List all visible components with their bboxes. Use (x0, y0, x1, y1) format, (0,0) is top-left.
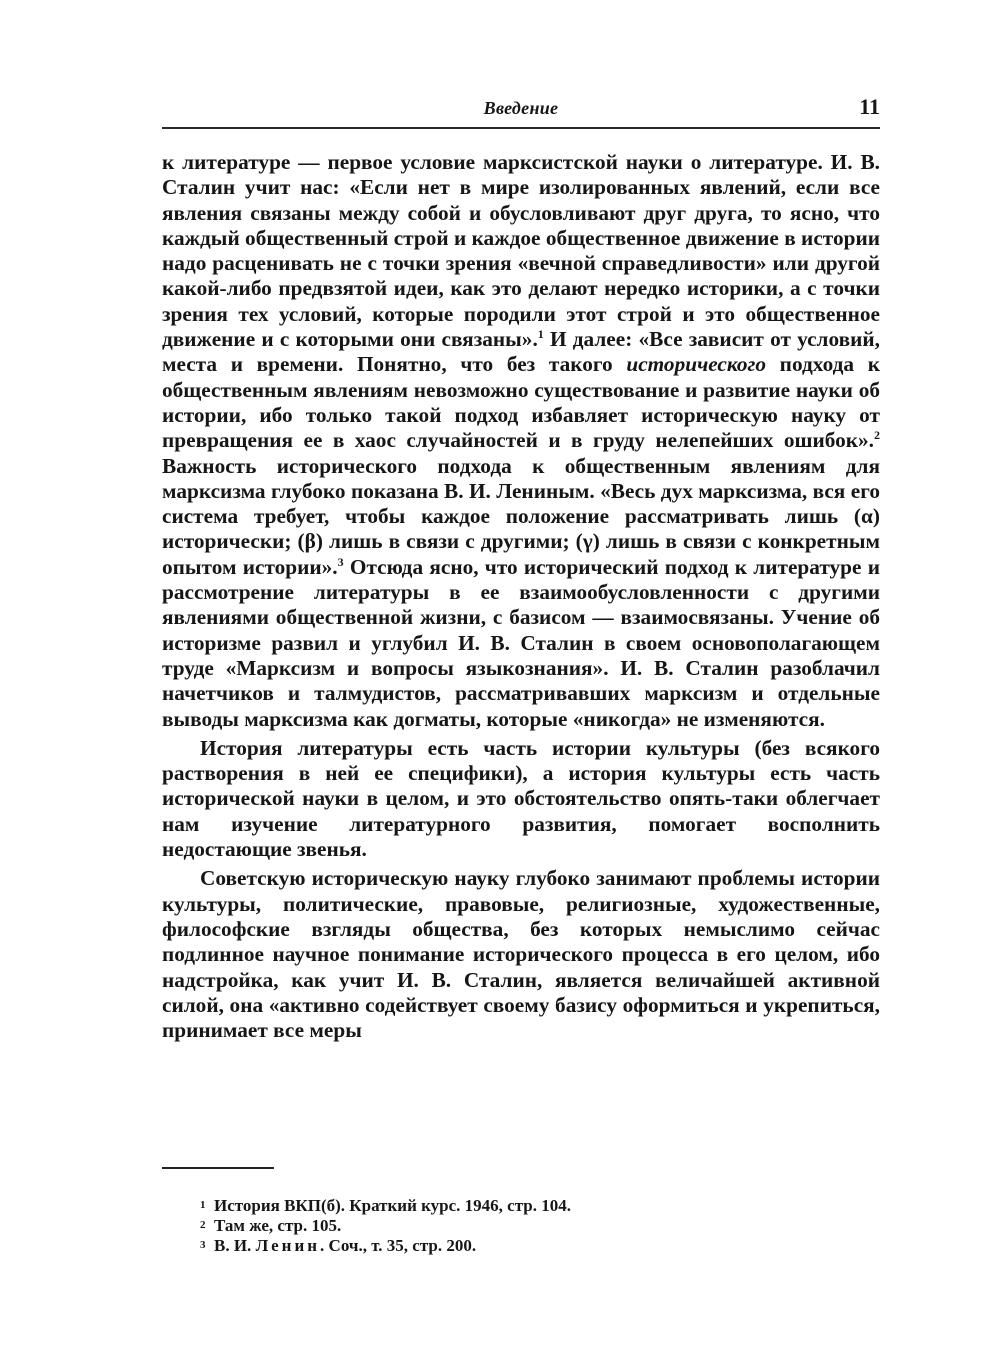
header-rule (162, 127, 880, 129)
footnote-text: Там же, стр. 105. (214, 1216, 342, 1235)
main-text (162, 150, 880, 1043)
emphasis: исторического (626, 352, 767, 377)
text-run: к литературе — первое условие марксистской науки о литературе. И. В. Сталин учит нас: «Если нет в мире изолированных явлений, если все явления связаны между собой и обусловливают друг друга, то ясно, что каждый общественный строй и каждое общественное движение в истории надо расценивать не с точки зрения «вечной справедливости» или другой какой-либо предвзятой идеи, как это делают нередко историки, а с точки зрения тех условий, которые породили этот строй и это общественное движение и с которыми они связаны». (162, 150, 880, 352)
page-number: 11 (859, 94, 880, 119)
running-title: Введение (483, 98, 559, 118)
footnote-ref: 1 (537, 326, 544, 341)
footnote (200, 1196, 800, 1216)
text-run: Отсюда ясно, что исторический подход к литературе и рассмотрение литературы в ее взаимообусловленности с другими явлениями общественной жизни, с базисом — взаимосвязаны. Учение об историзме развил и углубил И. В. Сталин в своем основополагающем труде «Марксизм и вопросы языкознания». И. В. Сталин разоблачил начетчиков и талмудистов, рассматривавших марксизм и отдельные выводы марксизма как догматы, которые «никогда» не изменяются. (162, 554, 880, 731)
paragraph (162, 866, 880, 1043)
paragraph (162, 150, 880, 732)
footnote-ref: 3 (337, 554, 344, 569)
text-run: Важность исторического подхода к общественным явлениям для марксизма глубоко показана В. И. Лениным. «Весь дух марксизма, вся его система требует, чтобы каждое положение рассматривать лишь (α) исторически; (β) лишь в связи с другими; (γ) лишь в связи с конкретным опытом истории». (162, 453, 880, 579)
footnote-text-post: . Соч., т. 35, стр. 200. (320, 1236, 477, 1255)
footnote-number: 2 (200, 1219, 206, 1231)
footnote (200, 1236, 800, 1256)
footnote-rule (162, 1167, 274, 1169)
text-run: Советскую историческую науку глубоко занимают проблемы истории культуры, политические, правовые, религиозные, художественные, философские взгляды общества, без которых немыслимо сейчас подлинное научное понимание исторического процесса в его целом, ибо надстройка, как учит И. В. Сталин, является величайшей активной силой, она «активно содействует своему базису оформиться и укрепиться, принимает все меры (162, 866, 880, 1043)
text-run: История литературы есть часть истории культуры (без всякого растворения в ней ее специфики), а история культуры есть часть исторической науки в целом, и это обстоятельство опять-таки облегчает нам изучение литературного развития, помогает восполнить недостающие звенья. (162, 735, 880, 862)
footnote-text (214, 1236, 476, 1256)
footnote-number: 1 (200, 1199, 206, 1211)
footnote-text: История ВКП(б). Краткий курс. 1946, стр. 104. (214, 1196, 571, 1215)
page-header (162, 94, 880, 124)
footnote-ref: 2 (874, 428, 880, 443)
footnote-text-pre: В. И. (214, 1236, 256, 1255)
text-run: И далее: «Все зависит от условий, места и времени. Понятно, что без такого (162, 327, 880, 377)
text-run: подхода к общественным явлениям невозможно существование и развитие науки об истории, ибо только такой подход избавляет историческую науку от превращения ее в хаос случайностей и в груду нелепейших ошибок». (162, 352, 880, 453)
footnotes (200, 1196, 800, 1256)
footnote-author-spaced: Ленин (255, 1236, 321, 1255)
paragraph (162, 736, 880, 862)
footnote (200, 1216, 800, 1236)
footnote-number: 3 (200, 1239, 206, 1251)
